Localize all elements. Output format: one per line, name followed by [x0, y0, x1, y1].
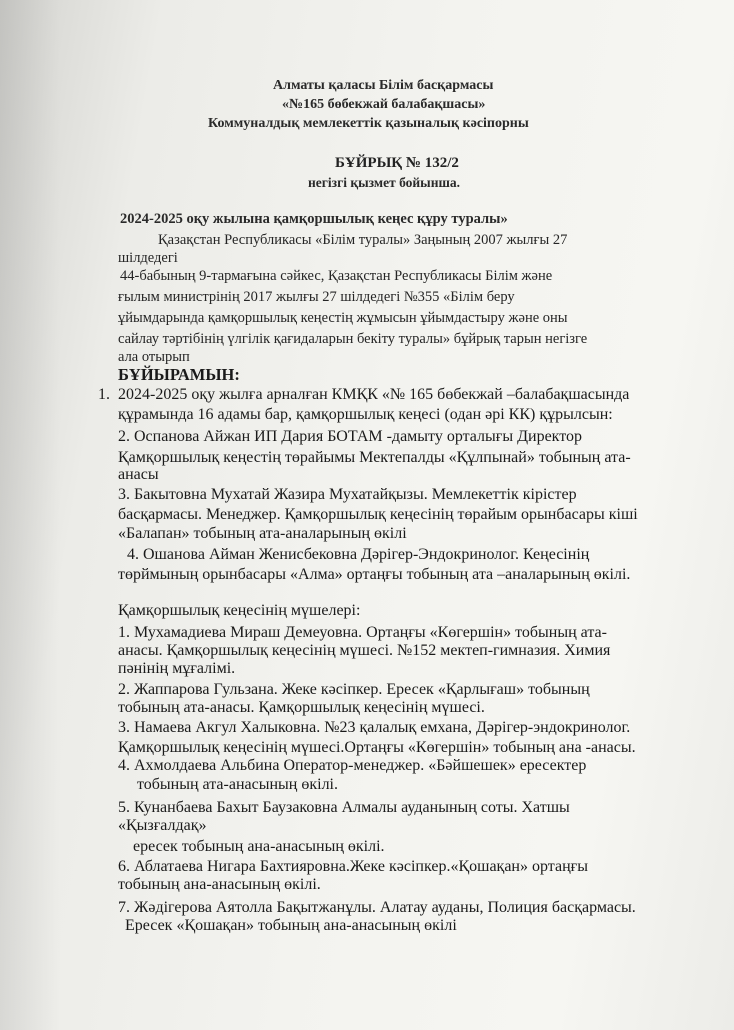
member-line-5: тобының ата-анасы. Қамқоршылық кеңесінің мүшесі.: [118, 699, 485, 716]
preamble-line-3: 44-бабының 9-тармағына сәйкес, Қазақстан Республикасы Білім және: [120, 268, 553, 284]
member-line-2: анасы. Қамқоршылық кеңесінің мүшесі. №152 мектеп-гимназия. Химия: [118, 642, 611, 659]
member-line-7: Қамқоршылық кеңесінің мүшесі.Ортаңғы «Көгершін» тобының ана -анасы.: [118, 739, 636, 756]
item-number-1: 1.: [98, 386, 110, 403]
decree-line-7: басқармасы. Менеджер. Қамқоршылық кеңесінің төрайым орынбасары кіші: [118, 506, 638, 523]
header-line-1: Алматы қаласы Білім басқармасы: [273, 78, 494, 93]
decree-line-2: құрамында 16 адамы бар, қамқоршылық кеңесі (одан әрі КК) құрылсын:: [118, 406, 613, 423]
member-line-13: 6. Аблатаева Нигара Бахтияровна.Жеке кәсіпкер.«Қошақан» ортаңғы: [118, 858, 588, 875]
member-line-10: 5. Кунанбаева Бахыт Баузаковна Алмалы ауданының соты. Хатшы: [118, 799, 570, 816]
preamble-line-6: сайлау тәртібінің үлгілік қағидаларын бекіту туралы» бұйрық тарын негізге: [118, 331, 588, 347]
decree-line-4: Қамқоршылық кеңестің төрайымы Мектепалды «Құлпынай» тобының ата-: [118, 449, 631, 466]
member-line-8: 4. Ахмолдаева Альбина Оператор-менеджер. «Бәйшешек» ересектер: [118, 757, 587, 774]
member-line-3: пәнінің мұғалімі.: [118, 660, 236, 677]
member-line-9: тобының ата-анасының өкілі.: [137, 776, 338, 793]
header-line-3: Коммуналдық мемлекеттік қазыналық кәсіпорны: [208, 116, 529, 131]
preamble-line-5: ұйымдарында қамқоршылық кеңестің жұмысын ұйымдастыру және оны: [118, 310, 568, 326]
command-word: БҰЙЫРАМЫН:: [118, 365, 240, 384]
decree-line-10: төрймының орынбасары «Алма» ортаңғы тобының ата –аналарының өкілі.: [118, 566, 631, 583]
order-subtitle: негізгі қызмет бойынша.: [308, 175, 461, 190]
decree-line-5: анасы: [118, 466, 159, 483]
members-title: Қамқоршылық кеңесінің мүшелері:: [118, 602, 361, 619]
order-subject: 2024-2025 оқу жылына қамқоршылық кеңес құру туралы»: [120, 211, 508, 227]
member-line-12: ересек тобының ана-анасының өкілі.: [133, 838, 385, 855]
member-line-1: 1. Мухамадиева Мираш Демеуовна. Ортаңғы «Көгершін» тобының ата-: [118, 624, 607, 641]
member-line-16: Ересек «Қошақан» тобының ана-анасының өкілі: [125, 917, 457, 934]
member-line-6: 3. Намаева Акгул Халыковна. №23 қалалық емхана, Дәрігер-эндокринолог.: [118, 719, 631, 736]
order-title: БҰЙРЫҚ № 132/2: [335, 155, 459, 171]
member-line-15: 7. Жәдігерова Аятолла Бақытжанұлы. Алатау ауданы, Полиция басқармасы.: [118, 899, 636, 916]
decree-line-6: 3. Бакытовна Мухатай Жазира Мухатайқызы. Мемлекеттік кірістер: [118, 486, 577, 503]
member-line-14: тобының ана-анасының өкілі.: [118, 876, 321, 893]
decree-line-8: «Балапан» тобының ата-аналарының өкілі: [118, 525, 407, 542]
preamble-line-1: Қазақстан Республикасы «Білім туралы» Заңының 2007 жылғы 27: [158, 232, 568, 248]
member-line-4: 2. Жаппарова Гульзана. Жеке кәсіпкер. Ересек «Қарлығаш» тобының: [118, 681, 590, 698]
header-line-2: «№165 бөбекжай балабақшасы»: [282, 97, 486, 112]
preamble-line-4: ғылым министрінің 2017 жылғы 27 шілдедегі №355 «Білім беру: [118, 289, 515, 305]
decree-line-9: 4. Ошанова Айман Женисбековна Дәрігер-Эндокринолог. Кеңесінің: [127, 546, 590, 563]
preamble-line-2: шілдедегі: [118, 250, 178, 266]
preamble-line-7: ала отырып: [118, 349, 190, 365]
decree-line-1: 2024-2025 оқу жылға арналған КМҚК «№ 165 бөбекжай –балабақшасында: [118, 386, 630, 403]
member-line-11: «Қызғалдақ»: [118, 817, 207, 834]
decree-line-3: 2. Оспанова Айжан ИП Дария БОТАМ -дамыту орталығы Директор: [118, 428, 583, 445]
